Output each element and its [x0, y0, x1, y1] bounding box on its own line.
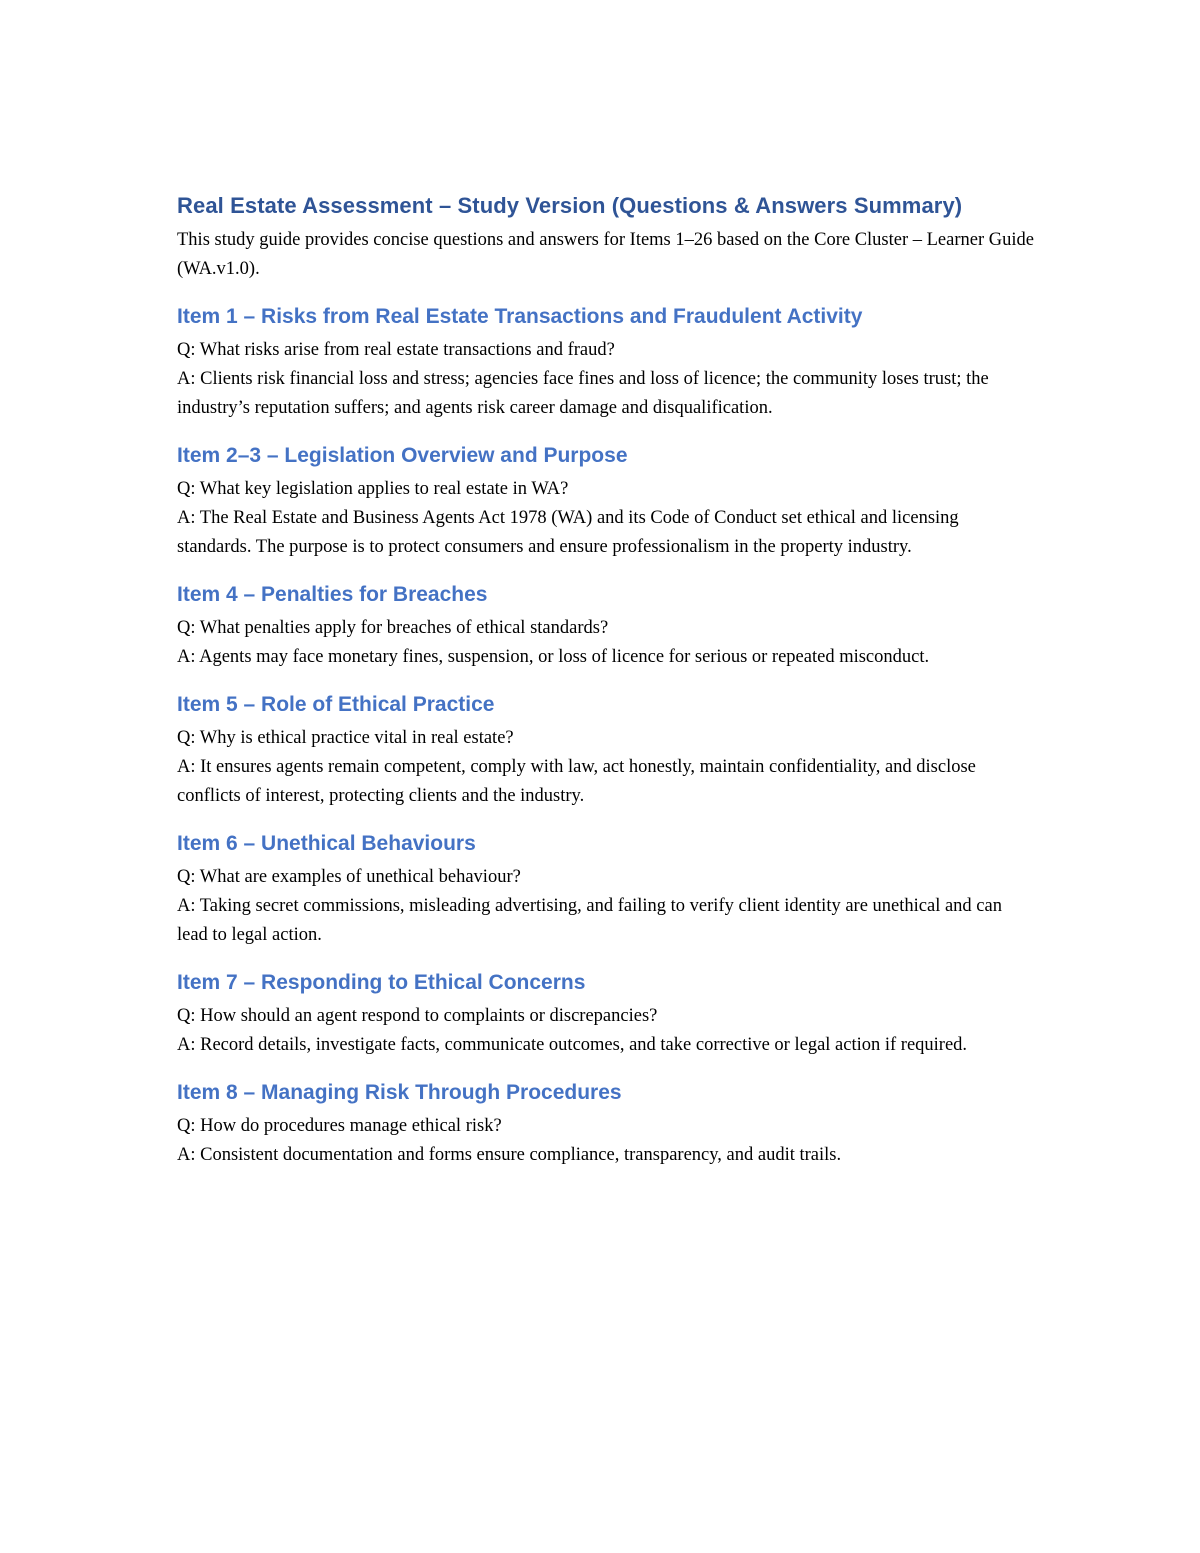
question-text: Q: What penalties apply for breaches of ethical standards? [177, 618, 609, 638]
answer-text: A: Consistent documentation and forms ensure compliance, transparency, and audit trails. [177, 1145, 842, 1165]
document-title: Real Estate Assessment – Study Version (Questions & Answers Summary) [177, 193, 963, 218]
section-heading: Item 7 – Responding to Ethical Concerns [177, 971, 586, 994]
question-text: Q: What are examples of unethical behaviour? [177, 867, 521, 887]
section-heading: Item 6 – Unethical Behaviours [177, 832, 476, 855]
section-item-6 [177, 829, 1037, 950]
section-item-4 [177, 580, 1037, 672]
section-item-2-3 [177, 441, 1037, 562]
section-heading: Item 2–3 – Legislation Overview and Purpose [177, 444, 628, 467]
section-heading: Item 1 – Risks from Real Estate Transactions and Fraudulent Activity [177, 305, 863, 328]
question-text: Q: What key legislation applies to real estate in WA? [177, 479, 569, 499]
section-heading: Item 8 – Managing Risk Through Procedures [177, 1081, 622, 1104]
document-body [177, 190, 1037, 1170]
section-item-1 [177, 302, 1037, 423]
section-item-8 [177, 1078, 1037, 1170]
question-text: Q: How should an agent respond to complaints or discrepancies? [177, 1006, 658, 1026]
intro-paragraph: This study guide provides concise questions and answers for Items 1–26 based on the Core Cluster – Learner Guide (WA.v1.0). [177, 230, 1034, 279]
question-text: Q: How do procedures manage ethical risk? [177, 1116, 502, 1136]
question-text: Q: What risks arise from real estate transactions and fraud? [177, 340, 615, 360]
answer-text: A: Taking secret commissions, misleading advertising, and failing to verify client identity are unethical and can lead to legal action. [177, 896, 1002, 945]
answer-text: A: Agents may face monetary fines, suspension, or loss of licence for serious or repeated misconduct. [177, 647, 930, 667]
answer-text: A: The Real Estate and Business Agents Act 1978 (WA) and its Code of Conduct set ethical and licensing standards. The purpose is to protect consumers and ensure professionalism in the property industry. [177, 508, 959, 557]
answer-text: A: Clients risk financial loss and stress; agencies face fines and loss of licence; the community loses trust; the industry’s reputation suffers; and agents risk career damage and disqualification. [177, 369, 989, 418]
section-heading: Item 5 – Role of Ethical Practice [177, 693, 495, 716]
question-text: Q: Why is ethical practice vital in real estate? [177, 728, 514, 748]
answer-text: A: Record details, investigate facts, communicate outcomes, and take corrective or legal action if required. [177, 1035, 968, 1055]
answer-text: A: It ensures agents remain competent, comply with law, act honestly, maintain confidentiality, and disclose conflicts of interest, protecting clients and the industry. [177, 757, 976, 806]
section-heading: Item 4 – Penalties for Breaches [177, 583, 488, 606]
section-item-5 [177, 690, 1037, 811]
section-item-7 [177, 968, 1037, 1060]
